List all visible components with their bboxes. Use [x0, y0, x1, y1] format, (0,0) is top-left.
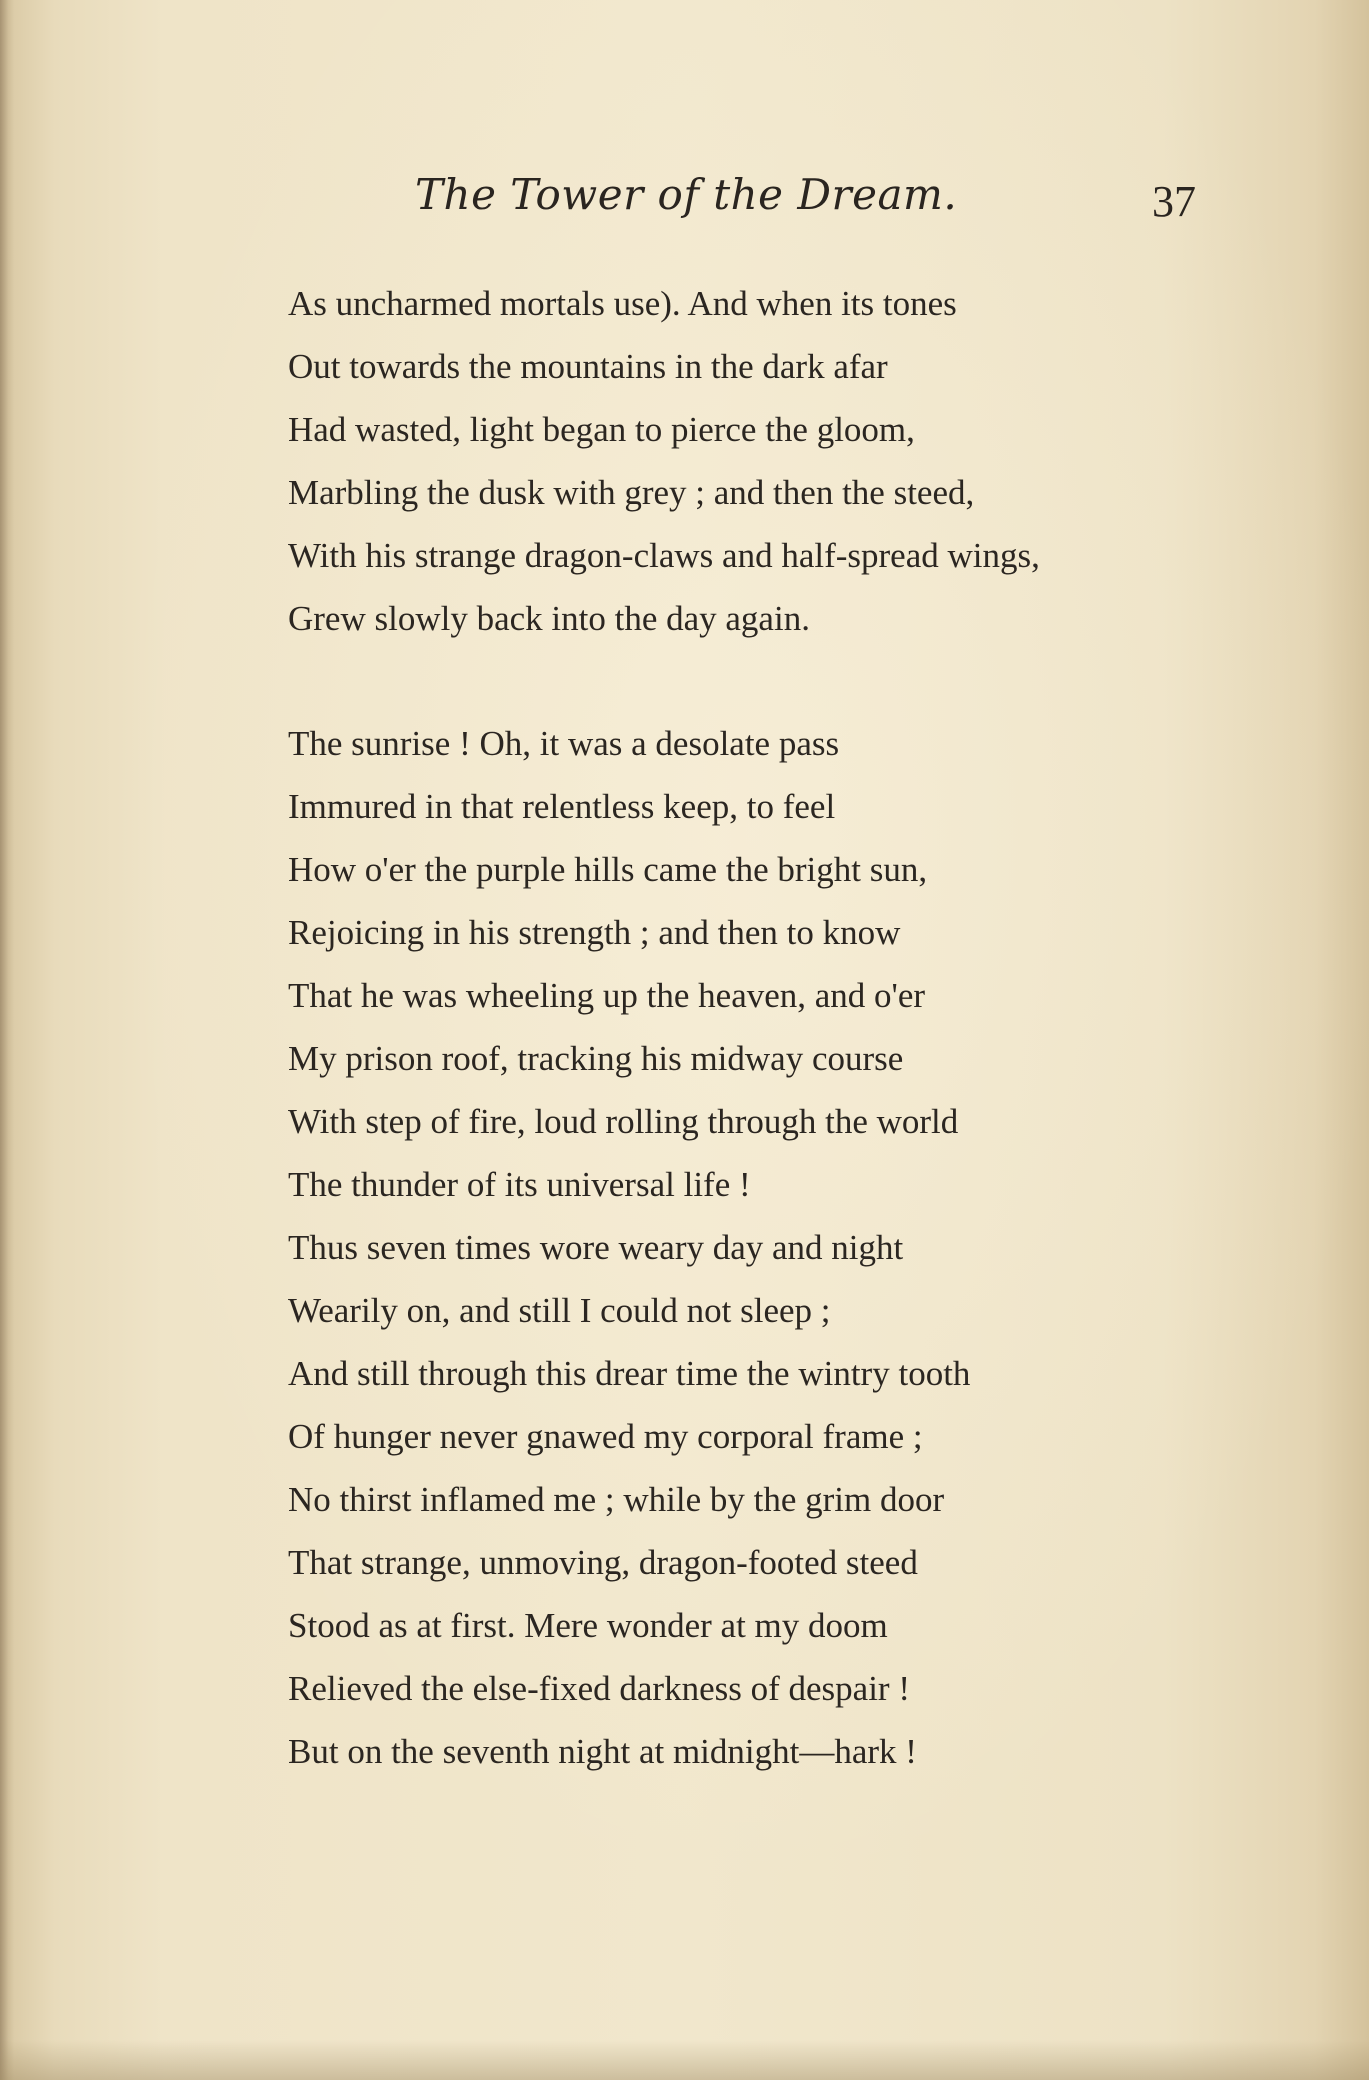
poem-line: With his strange dragon-claws and half-spread wings, — [288, 536, 1040, 575]
poem-line: Grew slowly back into the day again. — [288, 599, 810, 638]
poem-line: With step of fire, loud rolling through the world — [288, 1102, 959, 1141]
poem-line: As uncharmed mortals use). And when its tones — [288, 284, 957, 323]
page-bottom-shadow — [0, 2040, 1369, 2080]
poem-line: That strange, unmoving, dragon-footed steed — [288, 1543, 918, 1582]
stanza-1 — [288, 272, 1308, 650]
poem-line: Relieved the else-fixed darkness of despair ! — [288, 1669, 910, 1708]
page-gutter-shadow — [0, 0, 14, 2080]
poem-line: Wearily on, and still I could not sleep ; — [288, 1291, 831, 1330]
poem-line: Rejoicing in his strength ; and then to know — [288, 913, 901, 952]
poem-line: And still through this drear time the wintry tooth — [288, 1354, 971, 1393]
poem-line: Marbling the dusk with grey ; and then the steed, — [288, 473, 975, 512]
stanza-2 — [288, 712, 1308, 1783]
poem-line: No thirst inflamed me ; while by the grim door — [288, 1480, 945, 1519]
poem-line: My prison roof, tracking his midway course — [288, 1039, 904, 1078]
poem-line: That he was wheeling up the heaven, and o'er — [288, 976, 926, 1015]
poem-line: How o'er the purple hills came the bright sun, — [288, 850, 928, 889]
poem-line: Had wasted, light began to pierce the gloom, — [288, 410, 915, 449]
poem-line: The sunrise ! Oh, it was a desolate pass — [288, 724, 840, 763]
poem-text — [288, 272, 1308, 1783]
poem-line: Out towards the mountains in the dark afar — [288, 347, 888, 386]
poem-line: But on the seventh night at midnight—hark ! — [288, 1732, 917, 1771]
page-header — [0, 170, 1369, 230]
poem-line: The thunder of its universal life ! — [288, 1165, 751, 1204]
page-number: 37 — [1152, 177, 1196, 226]
poem-line: Thus seven times wore weary day and night — [288, 1228, 904, 1267]
poem-line: Immured in that relentless keep, to feel — [288, 787, 836, 826]
running-title: The Tower of the Dream. — [415, 170, 958, 219]
poem-line: Stood as at first. Mere wonder at my doom — [288, 1606, 888, 1645]
poem-line: Of hunger never gnawed my corporal frame ; — [288, 1417, 923, 1456]
